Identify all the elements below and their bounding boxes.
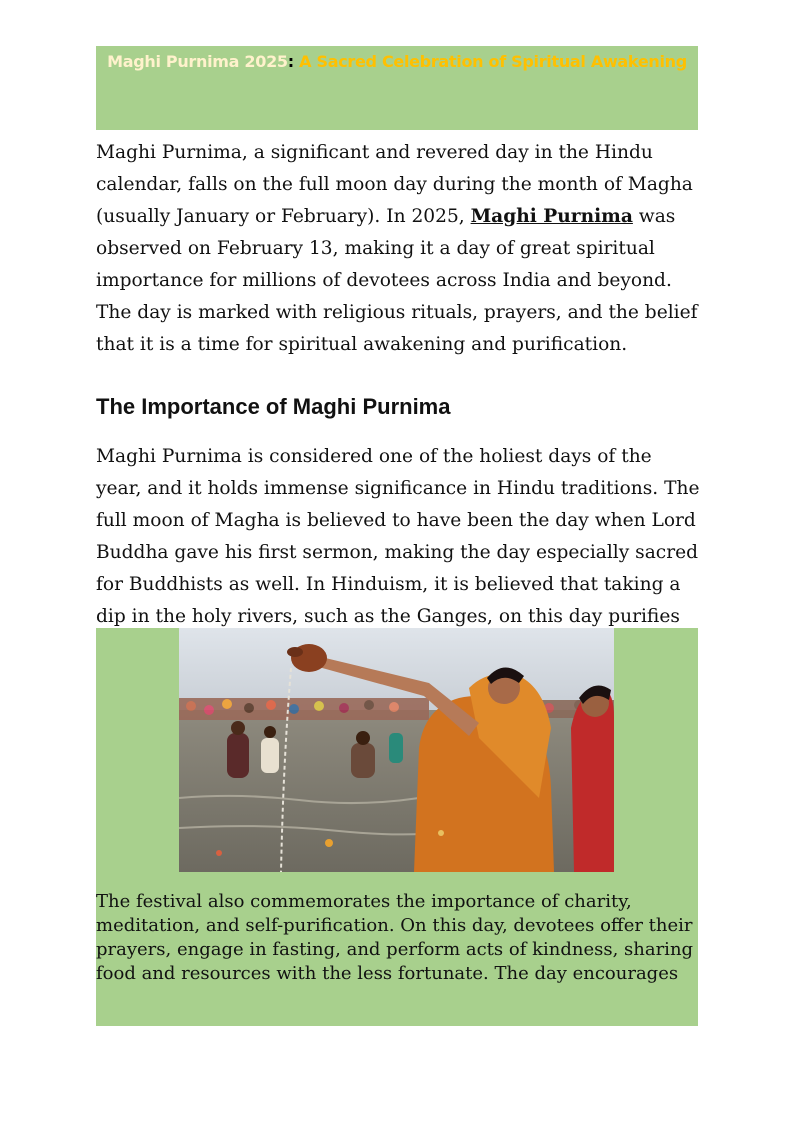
intro-paragraph: [96, 137, 700, 361]
intro-text-after: was observed on February 13, making it a day of great spiritual importance for millions of devotees across India and beyond. The day is marked with religious rituals, prayers, and the belief that it is a time for spiritual awakening and purification.: [96, 206, 698, 355]
section-heading: The Importance of Maghi Purnima: [96, 394, 451, 419]
header-banner: [96, 46, 698, 130]
title-separator: :: [287, 52, 294, 71]
devotee-photo: [179, 628, 614, 872]
title-part-2: A Sacred Celebration of Spiritual Awakening: [293, 52, 687, 71]
maghi-purnima-link[interactable]: Maghi Purnima: [470, 206, 633, 227]
page-title: [96, 52, 698, 71]
festival-paragraph: The festival also commemorates the importance of charity, meditation, and self-purification. On this day, devotees offer their prayers, engage in fasting, and perform acts of kindness, sharing food and resources with the less fortunate. The day encourages: [96, 891, 694, 984]
festival-block: [96, 628, 698, 1026]
intro-text-before: Maghi Purnima, a significant and revered day in the Hindu calendar, falls on the full moon day during the month of Magha (usually January or February). In 2025,: [96, 142, 693, 227]
importance-paragraph: Maghi Purnima is considered one of the holiest days of the year, and it holds immense significance in Hindu traditions. The full moon of Magha is believed to have been the day when Lord Buddha gave his first sermon, making the day especially sacred for Buddhists as well. In Hinduism, it is believed that taking a dip in the holy rivers, such as the Ganges, on this day purifies: [96, 446, 700, 627]
title-part-1: Maghi Purnima 2025: [107, 52, 288, 71]
